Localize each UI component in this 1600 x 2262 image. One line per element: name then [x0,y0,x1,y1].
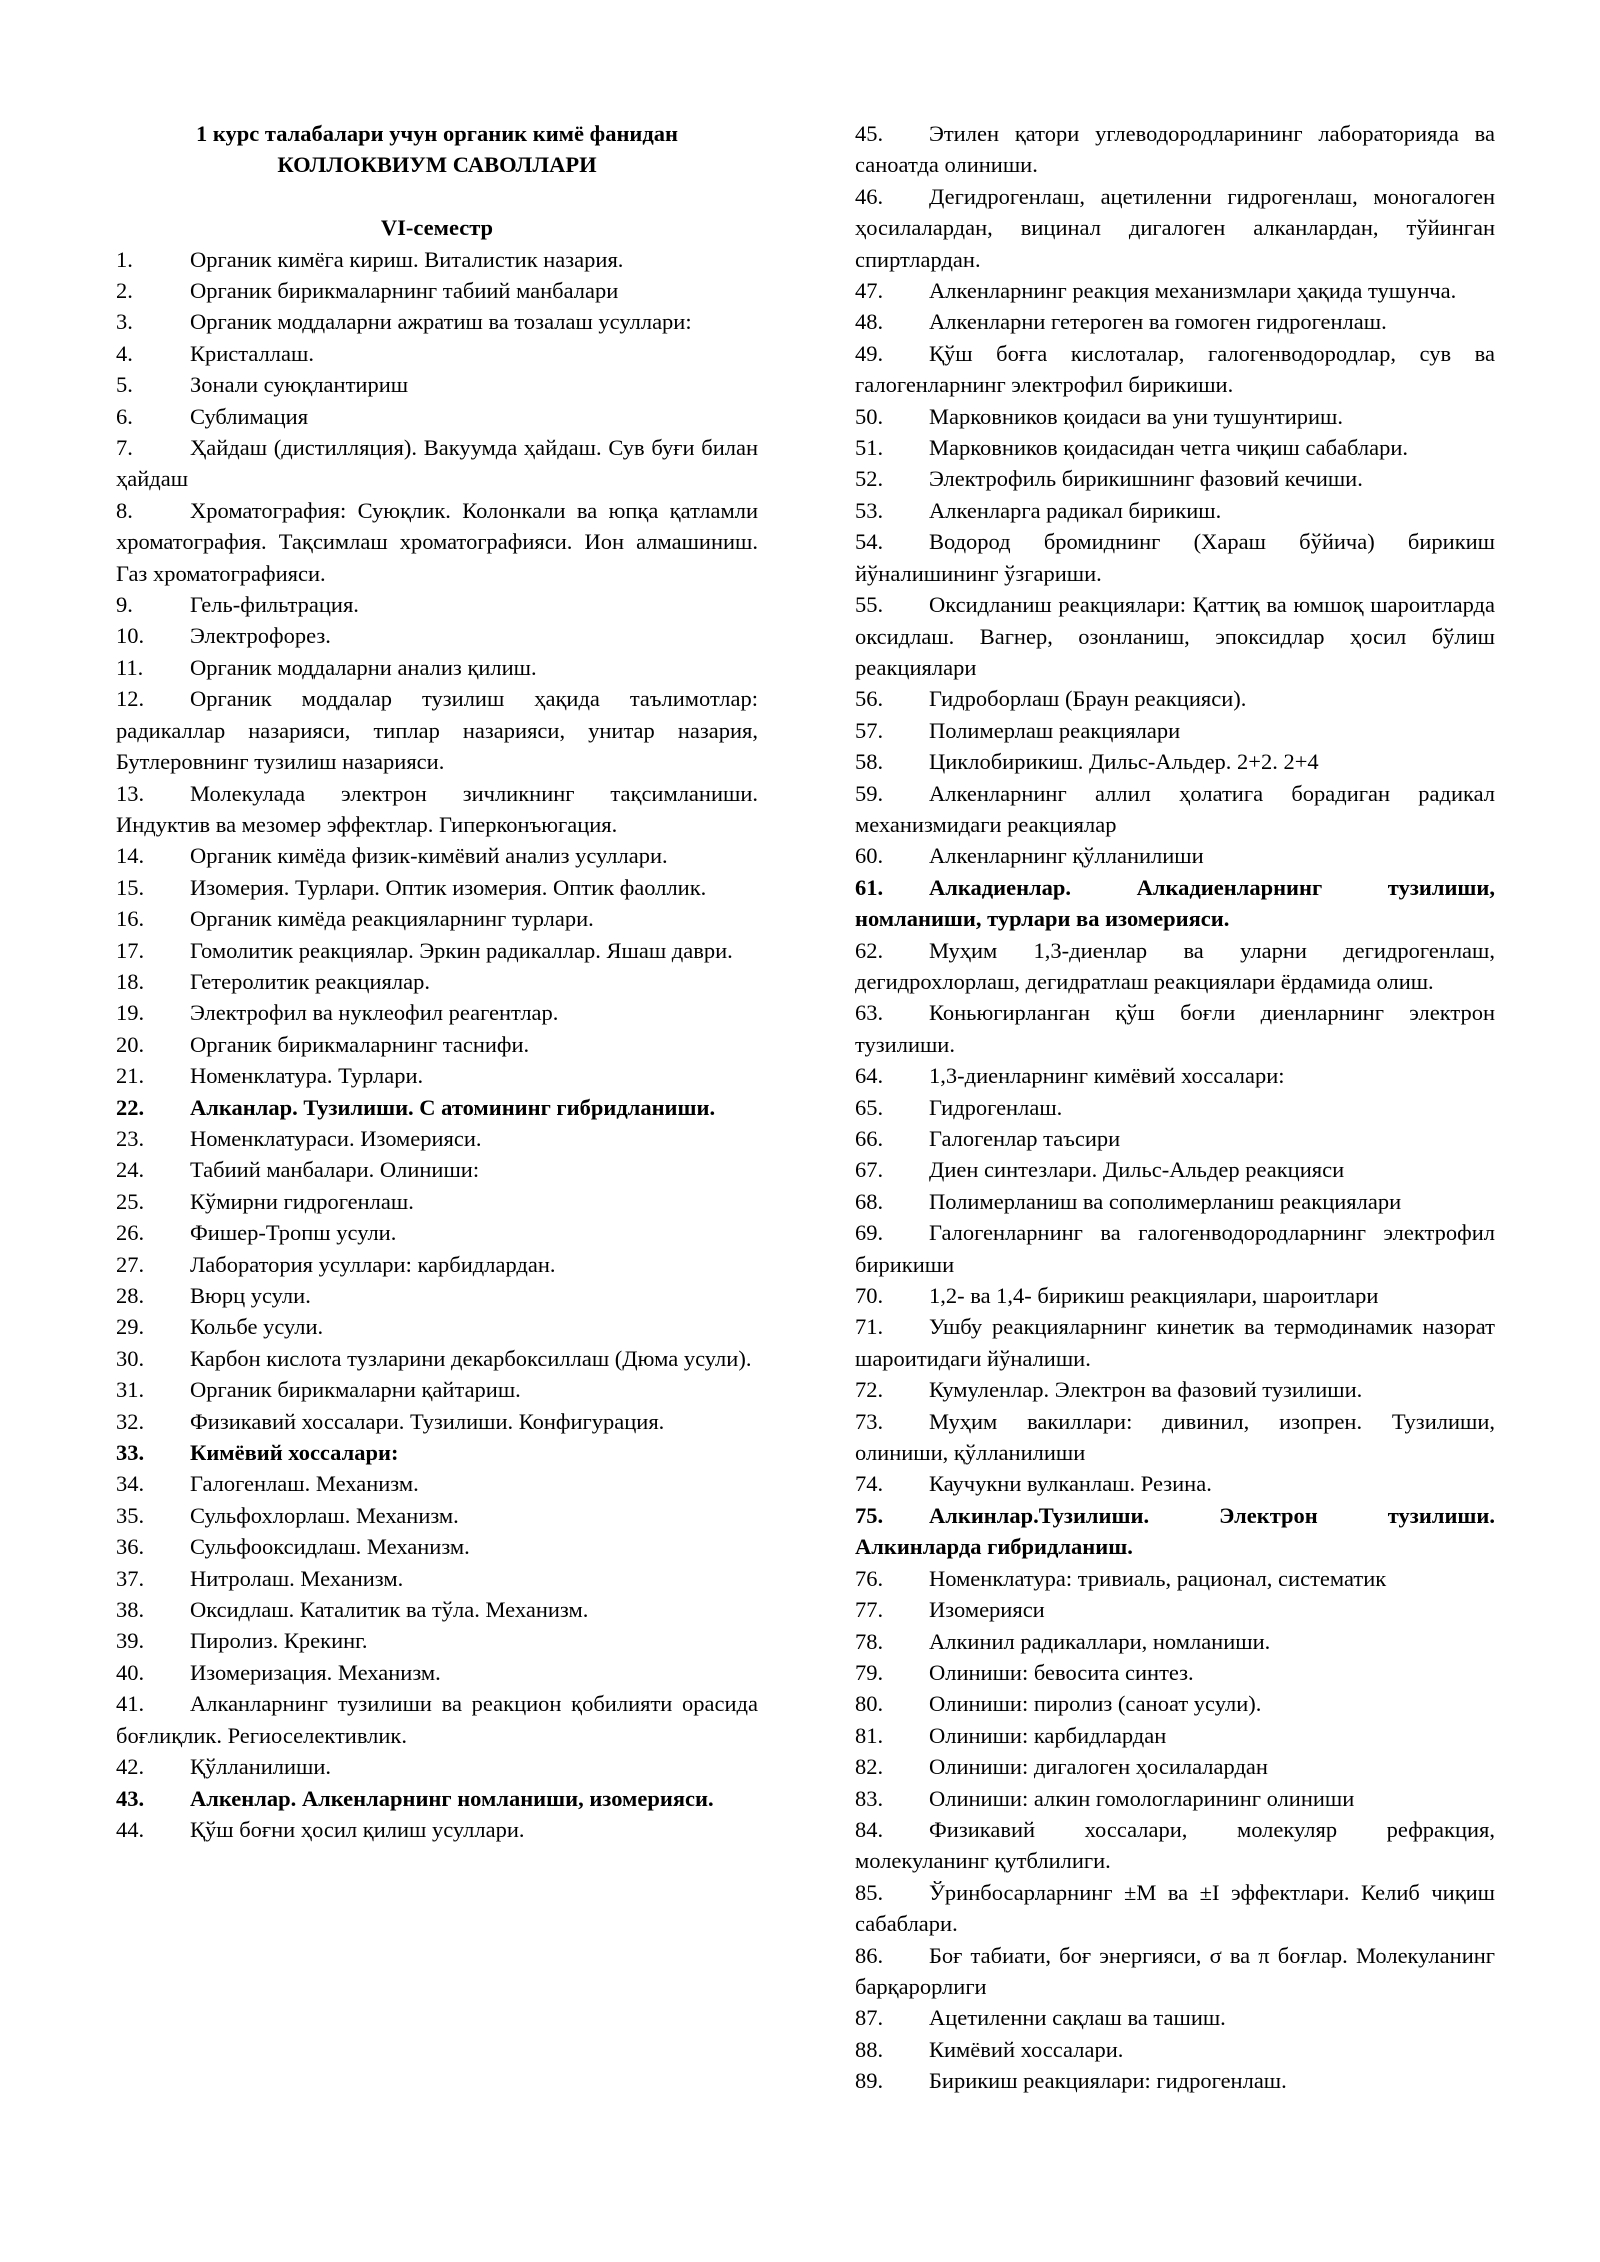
question-text: Алканлар. Тузилиши. С атомининг гибридланиши. [190,1094,716,1120]
question-number: 18. [116,968,145,994]
question-number: 51. [855,435,884,461]
question-number: 34. [116,1471,145,1497]
question-item [855,2034,1495,2065]
question-number: 87. [855,2005,884,2031]
question-item [116,683,758,777]
question-text: Молекулада электрон зичликнинг тақсимланиши. Индуктив ва мезомер эффектлар. Гиперконъюгация. [116,780,758,837]
question-number: 40. [116,1659,145,1685]
question-text: Номенклатура. Турлари. [190,1063,424,1089]
question-number: 17. [116,937,145,963]
question-number: 88. [855,2036,884,2062]
question-item [116,997,758,1028]
question-number: 81. [855,1722,884,1748]
question-number: 33. [116,1440,145,1466]
question-item [116,589,758,620]
question-item [855,872,1495,935]
question-number: 42. [116,1754,145,1780]
question-text: Ушбу реакцияларнинг кинетик ва термодинамик назорат шароитидаги йўналиши. [855,1314,1495,1371]
question-number: 13. [116,780,145,806]
question-text: Кимёвий хоссалари: [190,1440,399,1466]
question-item [116,1657,758,1688]
question-text: Марковников қоидаси ва уни тушунтириш. [929,403,1343,429]
question-item [855,746,1495,777]
question-number: 55. [855,592,884,618]
question-item [116,369,758,400]
question-number: 73. [855,1408,884,1434]
right-column [855,118,1495,2097]
question-number: 67. [855,1157,884,1183]
question-number: 47. [855,278,884,304]
right-question-list [855,118,1495,2097]
question-item [855,118,1495,181]
question-number: 11. [116,654,144,680]
question-item [855,1374,1495,1405]
question-item [116,1814,758,1845]
question-number: 28. [116,1283,145,1309]
question-text: Кумуленлар. Электрон ва фазовий тузилиши. [929,1377,1363,1403]
question-item [855,306,1495,337]
question-text: Органик бирикмаларнинг табиий манбалари [190,278,619,304]
question-text: Полимерлаш реакциялари [929,717,1181,743]
question-number: 6. [116,403,133,429]
question-number: 85. [855,1879,884,1905]
question-number: 78. [855,1628,884,1654]
question-item [855,1500,1495,1563]
question-item [116,432,758,495]
question-text: Боғ табиати, боғ энергияси, σ ва π боғлар. Молекуланинг барқарорлиги [855,1942,1495,1999]
question-number: 53. [855,497,884,523]
question-text: 1,3-диенларнинг кимёвий хоссалари: [929,1063,1285,1089]
question-text: Олиниши: дигалоген ҳосилалардан [929,1754,1268,1780]
question-number: 69. [855,1220,884,1246]
question-item [855,495,1495,526]
question-text: Изомерияси [929,1597,1045,1623]
question-number: 52. [855,466,884,492]
question-number: 54. [855,529,884,555]
question-text: 1,2- ва 1,4- бирикиш реакциялари, шароитлари [929,1283,1379,1309]
question-item [855,1406,1495,1469]
question-text: Хроматография: Суюқлик. Колонкали ва юпқа қатламли хроматография. Тақсимлаш хроматографияси. Ион алмашиниш. Газ хроматографияси. [116,497,758,586]
question-text: Муҳим вакиллари: дивинил, изопрен. Тузилиши, олиниши, қўлланилиши [855,1408,1495,1466]
question-number: 49. [855,340,884,366]
question-item [116,1311,758,1342]
question-number: 44. [116,1816,145,1842]
question-item [855,1594,1495,1625]
question-number: 76. [855,1565,884,1591]
question-text: Алкенларга радикал бирикиш. [929,497,1222,523]
question-number: 89. [855,2068,884,2094]
question-item [855,778,1495,841]
question-text: Каучукни вулканлаш. Резина. [929,1471,1212,1497]
question-item [855,1688,1495,1719]
question-item [855,1217,1495,1280]
question-item [116,401,758,432]
question-number: 23. [116,1125,145,1151]
question-text: Циклобирикиш. Дильс-Альдер. 2+2. 2+4 [929,749,1319,775]
question-number: 1. [116,246,133,272]
question-item [855,1280,1495,1311]
question-text: Алкинил радикаллари, номланиши. [929,1628,1271,1654]
question-number: 56. [855,686,884,712]
question-number: 7. [116,435,133,461]
question-item [116,1154,758,1185]
question-item [855,1940,1495,2003]
question-number: 74. [855,1471,884,1497]
question-item [116,1374,758,1405]
semester-heading: VI-семестр [380,215,494,241]
left-question-list [116,244,758,1846]
question-item [116,1594,758,1625]
question-text: Алкенларнинг қўлланилиши [929,843,1204,869]
question-number: 16. [116,906,145,932]
question-number: 84. [855,1816,884,1842]
left-column [116,118,758,1845]
question-number: 61. [855,874,884,900]
question-text: Ацетиленни сақлаш ва ташиш. [929,2005,1226,2031]
question-number: 27. [116,1251,145,1277]
question-text: Вюрц усули. [190,1283,311,1309]
question-item [855,432,1495,463]
question-number: 35. [116,1502,145,1528]
question-item [855,1468,1495,1499]
question-item [116,778,758,841]
question-text: Органик моддаларни ажратиш ва тозалаш усуллари: [190,309,692,335]
question-number: 68. [855,1188,884,1214]
question-number: 36. [116,1534,145,1560]
question-text: Пиролиз. Крекинг. [190,1628,368,1654]
question-text: Органик моддалар тузилиш ҳақида таълимотлар: радикаллар назарияси, типлар назарияси, унитар назария, Бутлеровнинг тузилиш назарияси. [116,686,758,775]
question-item [116,1029,758,1060]
question-item [855,1783,1495,1814]
question-number: 62. [855,937,884,963]
question-number: 45. [855,121,884,146]
question-item [116,1186,758,1217]
question-item [116,1500,758,1531]
question-text: Фишер-Тропш усули. [190,1220,397,1246]
question-text: Физикавий хоссалари. Тузилиши. Конфигурация. [190,1408,665,1434]
question-text: Алканларнинг тузилиши ва реакцион қобилияти орасида боғлиқлик. Региоселективлик. [116,1691,758,1748]
question-number: 31. [116,1377,145,1403]
question-number: 58. [855,749,884,775]
question-number: 75. [855,1502,884,1528]
question-text: Органик кимёда физик-кимёвий анализ усуллари. [190,843,668,869]
question-item [116,306,758,337]
question-item [855,1751,1495,1782]
question-item [855,997,1495,1060]
question-item [116,1280,758,1311]
question-text: Гидроборлаш (Браун реакцияси). [929,686,1247,712]
question-item [855,1060,1495,1091]
question-number: 50. [855,403,884,429]
question-text: Алкенларни гетероген ва гомоген гидрогенлаш. [929,309,1387,335]
question-item [855,683,1495,714]
question-number: 21. [116,1063,145,1089]
question-item [116,1249,758,1280]
question-item [116,903,758,934]
question-number: 14. [116,843,145,869]
question-text: Водород бромиднинг (Хараш бўйича) бирикиш йўналишининг ўзгариши. [855,529,1495,586]
question-number: 72. [855,1377,884,1403]
question-text: Полимерланиш ва сополимерланиш реакциялари [929,1188,1402,1214]
question-text: Олиниши: карбидлардан [929,1722,1167,1748]
question-item [855,715,1495,746]
question-number: 65. [855,1094,884,1120]
question-item [116,338,758,369]
question-text: Органик бирикмаларнинг таснифи. [190,1031,530,1057]
question-item [855,526,1495,589]
question-number: 43. [116,1785,145,1811]
question-number: 66. [855,1126,884,1151]
question-text: Лаборатория усуллари: карбидлардан. [190,1251,556,1277]
question-text: Алкенларнинг аллил ҳолатига борадиган радикал механизмидаги реакциялар [855,780,1495,837]
question-item [855,1092,1495,1123]
question-text: Олиниши: бевосита синтез. [929,1659,1194,1685]
question-item [116,1217,758,1248]
question-number: 77. [855,1597,884,1623]
document-title-line-2: КОЛЛОКВИУМ САВОЛЛАРИ [277,152,597,178]
question-text: Сульфохлорлаш. Механизм. [190,1502,459,1528]
question-number: 79. [855,1659,884,1685]
question-item [116,935,758,966]
question-item [855,2065,1495,2096]
question-item [855,935,1495,998]
question-item [116,966,758,997]
question-number: 19. [116,1000,145,1026]
question-text: Номенклатураси. Изомерияси. [190,1125,482,1151]
question-number: 32. [116,1408,145,1434]
question-number: 10. [116,623,145,649]
question-text: Изомерия. Турлари. Оптик изомерия. Оптик фаоллик. [190,874,707,900]
question-text: Алкенлар. Алкенларнинг номланиши, изомерияси. [190,1785,714,1811]
question-text: Кольбе усули. [190,1314,324,1340]
question-item [855,1311,1495,1374]
question-item [855,2002,1495,2033]
title-spacer [116,181,758,212]
question-text: Галогенлаш. Механизм. [190,1471,419,1497]
question-number: 25. [116,1188,145,1214]
question-number: 80. [855,1691,884,1717]
question-text: Карбон кислота тузларини декарбоксиллаш (Дюма усули). [190,1345,752,1371]
question-text: Алкинлар.Тузилиши. Электрон тузилиши. Алкинларда гибридланиш. [855,1502,1495,1560]
question-number: 46. [855,183,884,209]
question-item [116,1468,758,1499]
question-text: Электрофиль бирикишнинг фазовий кечиши. [929,466,1363,492]
question-text: Сублимация [190,403,309,429]
question-item [116,1563,758,1594]
question-item [855,1154,1495,1185]
question-number: 22. [116,1094,145,1120]
question-text: Сульфооксидлаш. Механизм. [190,1534,470,1560]
question-item [116,1783,758,1814]
question-text: Олиниши: пиролиз (саноат усули). [929,1691,1262,1717]
question-item [855,1814,1495,1877]
question-number: 57. [855,717,884,743]
question-item [855,181,1495,275]
question-text: Муҳим 1,3-диенлар ва уларни дегидрогенлаш, дегидрохлорлаш, дегидратлаш реакциялари ёрдамида олиш. [855,937,1495,994]
question-item [116,1343,758,1374]
question-item [116,840,758,871]
question-text: Органик моддаларни анализ қилиш. [190,654,537,680]
question-text: Алкенларнинг реакция механизмлари ҳақида тушунча. [929,278,1457,304]
question-item [116,872,758,903]
question-text: Кристаллаш. [190,340,314,366]
question-text: Оксидлаш. Каталитик ва тўла. Механизм. [190,1597,589,1623]
question-text: Гомолитик реакциялар. Эркин радикаллар. Яшаш даври. [190,937,733,963]
question-text: Органик кимёда реакцияларнинг турлари. [190,906,594,932]
question-text: Электрофорез. [190,623,331,649]
question-item [855,338,1495,401]
question-text: Кимёвий хоссалари. [929,2036,1124,2062]
question-number: 20. [116,1031,145,1057]
question-text: Дегидрогенлаш, ацетиленни гидрогенлаш, моногалоген ҳосилалардан, вицинал дигалоген алканлардан, тўйинган спиртлардан. [855,183,1495,272]
question-text: Олиниши: алкин гомологларининг олиниши [929,1785,1355,1811]
question-text: Диен синтезлари. Дильс-Альдер реакцияси [929,1157,1345,1183]
question-text: Кўмирни гидрогенлаш. [190,1188,414,1214]
question-text: Электрофил ва нуклеофил реагентлар. [190,1000,559,1026]
question-item [116,1625,758,1656]
question-number: 48. [855,309,884,335]
question-item [116,1531,758,1562]
question-text: Этилен қатори углеводородларининг лабораторияда ва саноатда олиниши. [855,121,1495,178]
question-item [855,840,1495,871]
question-item [116,1123,758,1154]
question-text: Зонали суюқлантириш [190,372,409,398]
question-number: 5. [116,372,133,398]
question-text: Гидрогенлаш. [929,1094,1063,1120]
question-number: 12. [116,686,145,712]
question-number: 41. [116,1691,145,1717]
question-number: 26. [116,1220,145,1246]
question-item [855,1563,1495,1594]
question-item [116,1060,758,1091]
question-text: Органик кимёга кириш. Виталистик назария. [190,246,624,272]
question-number: 4. [116,340,133,366]
question-text: Органик бирикмаларни қайтариш. [190,1377,521,1403]
question-text: Нитролаш. Механизм. [190,1565,404,1591]
question-number: 9. [116,592,133,618]
question-item [855,589,1495,683]
question-number: 59. [855,780,884,806]
question-number: 3. [116,309,133,335]
question-item [116,244,758,275]
question-item [116,1437,758,1468]
question-text: Гель-фильтрация. [190,592,359,618]
question-number: 24. [116,1157,145,1183]
question-number: 83. [855,1785,884,1811]
question-item [855,1657,1495,1688]
question-item [116,495,758,589]
question-text: Қўш боғга кислоталар, галогенводородлар, сув ва галогенларнинг электрофил бирикиши. [855,340,1495,398]
question-number: 8. [116,497,133,523]
question-text: Изомеризация. Механизм. [190,1659,441,1685]
question-text: Номенклатура: тривиаль, рационал, систематик [929,1565,1387,1591]
question-number: 60. [855,843,884,869]
question-item [116,1092,758,1123]
question-number: 38. [116,1597,145,1623]
question-number: 71. [855,1314,884,1340]
question-item [855,1720,1495,1751]
question-number: 63. [855,1000,884,1026]
question-text: Ҳайдаш (дистилляция). Вакуумда ҳайдаш. Сув буғи билан ҳайдаш [116,435,758,492]
question-number: 86. [855,1942,884,1968]
question-item [855,275,1495,306]
question-item [855,401,1495,432]
question-text: Бирикиш реакциялари: гидрогенлаш. [929,2068,1287,2094]
question-item [855,1186,1495,1217]
question-text: Оксидланиш реакциялари: Қаттиқ ва юмшоқ шароитларда оксидлаш. Вагнер, озонланиш, эпоксидлар ҳосил бўлиш реакциялари [855,592,1495,680]
question-item [855,1877,1495,1940]
question-item [855,1626,1495,1657]
question-item [116,620,758,651]
question-item [855,463,1495,494]
question-item [116,1406,758,1437]
question-text: Алкадиенлар. Алкадиенларнинг тузилиши, номланиши, турлари ва изомерияси. [855,874,1495,932]
question-item [116,652,758,683]
question-number: 15. [116,874,145,900]
document-title-line-1: 1 курс талабалари учун органик кимё фанидан [196,121,678,146]
question-item [116,275,758,306]
question-number: 39. [116,1628,145,1654]
question-number: 70. [855,1283,884,1309]
question-text: Галогенлар таъсири [929,1126,1121,1151]
question-number: 64. [855,1063,884,1089]
question-text: Физикавий хоссалари, молекуляр рефракция, молекуланинг қутблилиги. [855,1816,1495,1874]
question-item [855,1123,1495,1154]
question-text: Коньюгирланган қўш боғли диенларнинг электрон тузилиши. [855,1000,1495,1057]
question-text: Қўш боғни ҳосил қилиш усуллари. [190,1816,525,1842]
question-number: 30. [116,1345,145,1371]
question-item [116,1751,758,1782]
question-number: 29. [116,1314,145,1340]
question-text: Табиий манбалари. Олиниши: [190,1157,480,1183]
question-number: 2. [116,278,133,304]
question-text: Ўринбосарларнинг ±M ва ±I эффектлари. Келиб чиқиш сабаблари. [855,1879,1495,1937]
question-item [116,1688,758,1751]
question-text: Қўлланилиши. [190,1754,332,1780]
question-text: Галогенларнинг ва галогенводородларнинг электрофил бирикиши [855,1220,1495,1277]
question-text: Гетеролитик реакциялар. [190,968,430,994]
question-number: 82. [855,1754,884,1780]
question-number: 37. [116,1565,145,1591]
question-text: Марковников қоидасидан четга чиқиш сабаблари. [929,435,1409,461]
